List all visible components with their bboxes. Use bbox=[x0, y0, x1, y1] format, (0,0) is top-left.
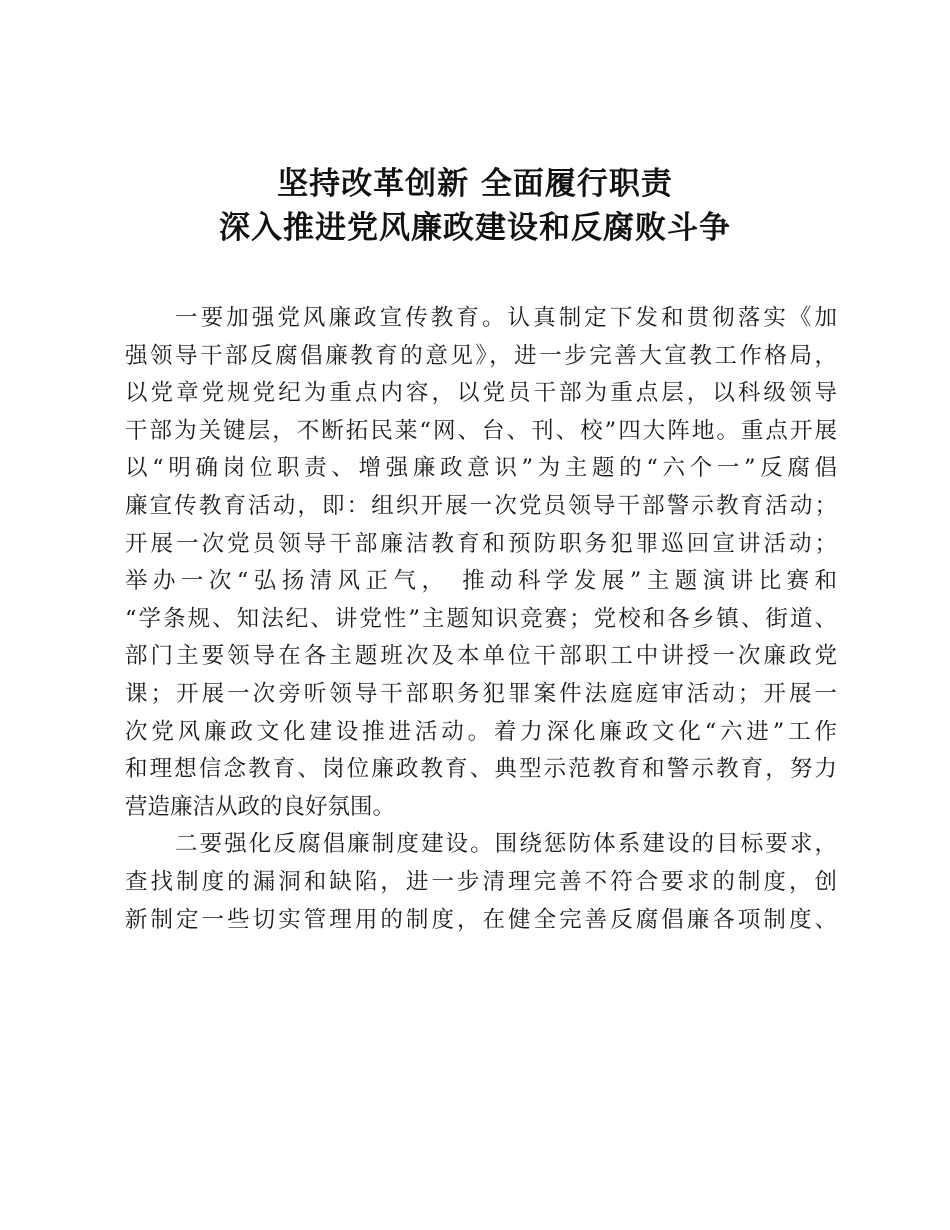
title-line-2: 深入推进党风廉政建设和反腐败斗争 bbox=[219, 210, 731, 246]
text-line: 次党风廉政文化建设推进活动。着力深化廉政文化“六进”工作 bbox=[125, 718, 837, 745]
text-line: 营造廉洁从政的良好氛围。 bbox=[125, 793, 396, 820]
text-line: 强领导干部反腐倡廉教育的意见》，进一步完善大宣教工作格局， bbox=[125, 342, 837, 369]
text-line: 新制定一些切实管理用的制度，在健全完善反腐倡廉各项制度、 bbox=[125, 906, 837, 933]
text-line: 查找制度的漏洞和缺陷，进一步清理完善不符合要求的制度，创 bbox=[125, 868, 837, 895]
document-title bbox=[0, 162, 950, 250]
text-line: 干部为关键层，不断拓民莱“网、台、刊、校”四大阵地。重点开展 bbox=[125, 417, 837, 444]
text-line: 和理想信念教育、岗位廉政教育、典型示范教育和警示教育，努力 bbox=[125, 756, 837, 783]
text-line: 部门主要领导在各主题班次及本单位干部职工中讲授一次廉政党 bbox=[125, 643, 837, 670]
text-line: 二要强化反腐倡廉制度建设。围绕惩防体系建设的目标要求， bbox=[175, 831, 837, 858]
paragraph-1 bbox=[125, 300, 837, 826]
document-body bbox=[125, 300, 837, 939]
text-line: 廉宣传教育活动，即：组织开展一次党员领导干部警示教育活动； bbox=[125, 492, 837, 519]
text-line: 课；开展一次旁听领导干部职务犯罪案件法庭庭审活动；开展一 bbox=[125, 680, 837, 707]
text-line: 举办一次“弘扬清风正气， 推动科学发展”主题演讲比赛和 bbox=[125, 568, 837, 595]
text-line: 以党章党规党纪为重点内容，以党员干部为重点层，以科级领导 bbox=[125, 380, 837, 407]
paragraph-2 bbox=[125, 826, 837, 939]
text-line: 开展一次党员领导干部廉洁教育和预防职务犯罪巡回宣讲活动； bbox=[125, 530, 837, 557]
text-line: 一要加强党风廉政宣传教育。认真制定下发和贯彻落实《加 bbox=[175, 305, 837, 331]
text-line: 以“明确岗位职责、增强廉政意识”为主题的“六个一”反腐倡 bbox=[125, 455, 837, 482]
text-line: “学条规、知法纪、讲党性”主题知识竞赛；党校和各乡镇、街道、 bbox=[125, 605, 837, 632]
title-line-1: 坚持改革创新 全面履行职责 bbox=[277, 166, 673, 202]
